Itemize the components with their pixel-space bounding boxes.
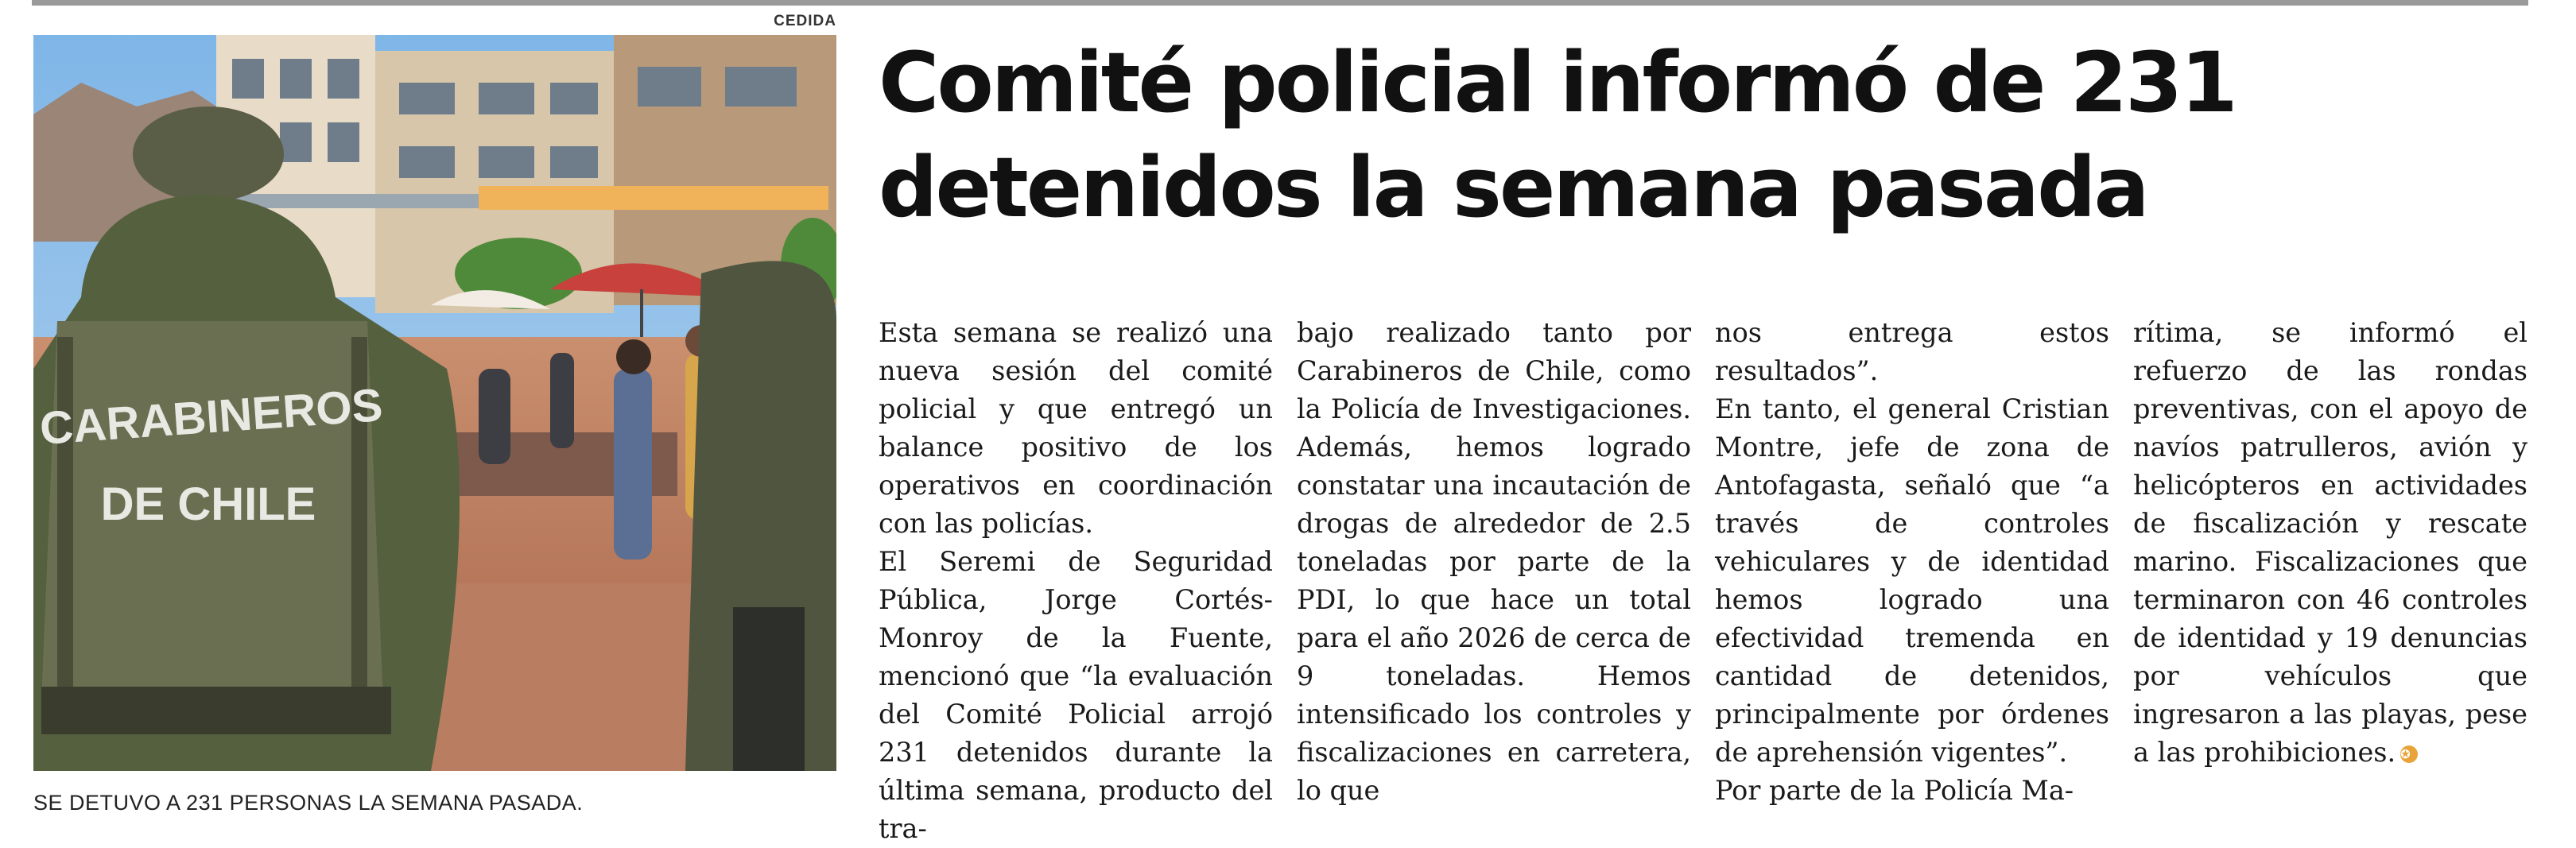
paragraph: nos entrega estos resultados”.	[1715, 317, 2109, 386]
paragraph: bajo realizado tanto por Carabineros de Chile, como la Policía de Investigaciones. Además, hemos logrado constatar una incautación de drogas de alrededor de 2.5 toneladas por parte de la PDI, lo que hace un total para el año 2026 de cerca de 9 toneladas. Hemos intensificado los controles y fiscalizaciones en carretera, lo que	[1297, 317, 1691, 806]
paragraph: En tanto, el general Cristian Montre, jefe de zona de Antofagasta, señaló que “a través de controles vehiculares y de identidad hemos logrado una efectividad tremenda en cantidad de detenidos, principalmente por órdenes de aprehensión vigentes”.	[1715, 393, 2109, 768]
news-photo	[33, 35, 836, 771]
photo-credit: CEDIDA	[774, 13, 836, 29]
paragraph: El Seremi de Seguridad Pública, Jorge Cortés-Monroy de la Fuente, mencionó que “la evaluación del Comité Policial arrojó 231 detenidos durante la última semana, producto del tra-	[879, 546, 1273, 844]
paragraph-text: rítima, se informó el refuerzo de las rondas preventivas, con el apoyo de navíos patrulleros, avión y helicópteros en actividades de fiscalización y rescate marino. Fiscalizaciones que terminaron con 46 controles de identidad y 19 denuncias por vehículos que ingresaron a las playas, pese a las prohibiciones.	[2133, 317, 2528, 768]
photo-caption: SE DETUVO A 231 PERSONAS LA SEMANA PASADA.	[33, 791, 584, 815]
article-column-3	[1715, 314, 2109, 823]
star-end-mark-icon: ✪	[2400, 745, 2418, 763]
paragraph: Por parte de la Policía Ma-	[1715, 775, 2074, 806]
vest-text-line2: DE CHILE	[100, 478, 316, 530]
paragraph-final	[2133, 314, 2528, 772]
headline-line-2: detenidos la semana pasada	[879, 139, 2147, 236]
article-column-4	[2133, 314, 2528, 823]
top-rule	[32, 0, 2528, 6]
article-column-2	[1297, 314, 1691, 823]
article-headline	[879, 30, 2540, 240]
vest-text-line1: CARABINEROS	[37, 379, 385, 455]
headline-line-1: Comité policial informó de 231	[879, 34, 2236, 131]
paragraph: Esta semana se realizó una nueva sesión del comité policial y que entregó un balance positivo de los operativos en coordinación con las policías.	[879, 317, 1273, 539]
article-body	[879, 314, 2528, 844]
article-column-1	[879, 314, 1273, 844]
